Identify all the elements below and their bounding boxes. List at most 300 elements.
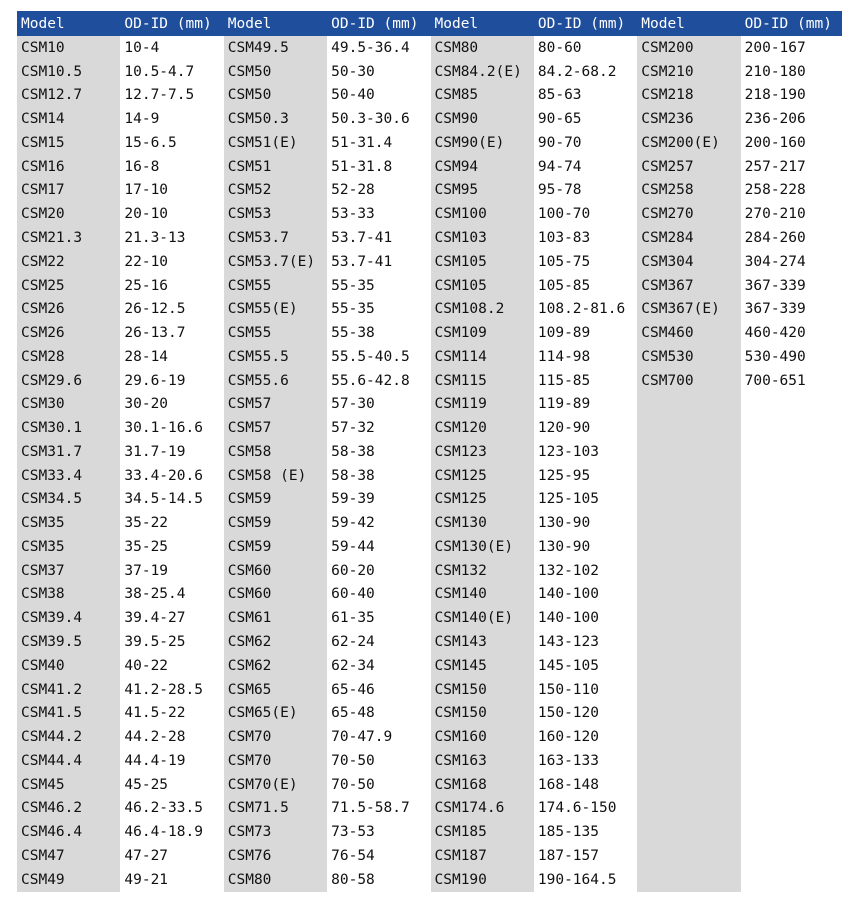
od-id-cell: 270-210 bbox=[741, 202, 842, 226]
model-cell: CSM105 bbox=[431, 274, 534, 298]
model-cell: CSM55.5 bbox=[224, 345, 327, 369]
model-cell bbox=[637, 868, 740, 892]
model-cell: CSM59 bbox=[224, 488, 327, 512]
od-id-cell: 55-35 bbox=[327, 274, 430, 298]
od-id-cell: 236-206 bbox=[741, 107, 842, 131]
od-id-cell: 26-13.7 bbox=[120, 321, 223, 345]
model-cell bbox=[637, 820, 740, 844]
header-model-4: Model bbox=[637, 11, 740, 36]
model-cell: CSM21.3 bbox=[17, 226, 120, 250]
model-cell: CSM125 bbox=[431, 488, 534, 512]
od-id-cell: 51-31.8 bbox=[327, 155, 430, 179]
od-id-cell: 530-490 bbox=[741, 345, 842, 369]
model-cell: CSM26 bbox=[17, 297, 120, 321]
table-row bbox=[17, 369, 842, 393]
model-cell bbox=[637, 606, 740, 630]
model-cell: CSM22 bbox=[17, 250, 120, 274]
od-id-cell: 10-4 bbox=[120, 36, 223, 60]
od-id-cell: 61-35 bbox=[327, 606, 430, 630]
model-cell bbox=[637, 749, 740, 773]
od-id-cell: 49-21 bbox=[120, 868, 223, 892]
model-cell: CSM44.2 bbox=[17, 725, 120, 749]
od-id-cell bbox=[741, 868, 842, 892]
od-id-cell: 49.5-36.4 bbox=[327, 36, 430, 60]
od-id-cell: 80-60 bbox=[534, 36, 637, 60]
model-cell bbox=[637, 701, 740, 725]
od-id-cell: 119-89 bbox=[534, 392, 637, 416]
od-id-cell bbox=[741, 678, 842, 702]
od-id-cell: 34.5-14.5 bbox=[120, 488, 223, 512]
od-id-cell: 53-33 bbox=[327, 202, 430, 226]
od-id-cell: 39.4-27 bbox=[120, 606, 223, 630]
od-id-cell: 41.2-28.5 bbox=[120, 678, 223, 702]
table-row bbox=[17, 250, 842, 274]
model-cell: CSM33.4 bbox=[17, 464, 120, 488]
od-id-cell bbox=[741, 820, 842, 844]
od-id-cell: 60-40 bbox=[327, 583, 430, 607]
od-id-cell: 143-123 bbox=[534, 630, 637, 654]
od-id-cell: 35-22 bbox=[120, 511, 223, 535]
model-cell: CSM25 bbox=[17, 274, 120, 298]
model-cell: CSM58 (E) bbox=[224, 464, 327, 488]
model-cell bbox=[637, 440, 740, 464]
od-id-cell: 105-75 bbox=[534, 250, 637, 274]
od-id-cell: 120-90 bbox=[534, 416, 637, 440]
model-cell bbox=[637, 464, 740, 488]
model-cell bbox=[637, 844, 740, 868]
od-id-cell bbox=[741, 440, 842, 464]
od-id-cell: 39.5-25 bbox=[120, 630, 223, 654]
od-id-cell: 51-31.4 bbox=[327, 131, 430, 155]
model-cell bbox=[637, 511, 740, 535]
model-cell: CSM85 bbox=[431, 84, 534, 108]
table-row bbox=[17, 678, 842, 702]
table-row bbox=[17, 36, 842, 60]
od-id-cell: 41.5-22 bbox=[120, 701, 223, 725]
model-cell: CSM12.7 bbox=[17, 84, 120, 108]
header-odid-2: OD-ID (mm) bbox=[327, 11, 430, 36]
od-id-cell: 29.6-19 bbox=[120, 369, 223, 393]
od-id-cell: 59-44 bbox=[327, 535, 430, 559]
model-cell: CSM50 bbox=[224, 60, 327, 84]
model-cell: CSM114 bbox=[431, 345, 534, 369]
od-id-cell: 59-39 bbox=[327, 488, 430, 512]
od-id-cell: 55-35 bbox=[327, 297, 430, 321]
od-id-cell: 367-339 bbox=[741, 274, 842, 298]
model-cell: CSM70 bbox=[224, 749, 327, 773]
od-id-cell: 26-12.5 bbox=[120, 297, 223, 321]
model-cell bbox=[637, 654, 740, 678]
table-row bbox=[17, 297, 842, 321]
model-cell: CSM108.2 bbox=[431, 297, 534, 321]
od-id-cell: 15-6.5 bbox=[120, 131, 223, 155]
table-row bbox=[17, 559, 842, 583]
model-cell: CSM10 bbox=[17, 36, 120, 60]
od-id-cell: 90-65 bbox=[534, 107, 637, 131]
table-row bbox=[17, 107, 842, 131]
model-cell: CSM29.6 bbox=[17, 369, 120, 393]
header-odid-3: OD-ID (mm) bbox=[534, 11, 637, 36]
model-cell: CSM210 bbox=[637, 60, 740, 84]
model-cell: CSM270 bbox=[637, 202, 740, 226]
model-cell: CSM57 bbox=[224, 392, 327, 416]
model-cell bbox=[637, 488, 740, 512]
table-row bbox=[17, 844, 842, 868]
od-id-cell: 70-50 bbox=[327, 773, 430, 797]
od-id-cell: 367-339 bbox=[741, 297, 842, 321]
od-id-cell bbox=[741, 416, 842, 440]
model-cell: CSM40 bbox=[17, 654, 120, 678]
table-row bbox=[17, 179, 842, 203]
od-id-cell: 100-70 bbox=[534, 202, 637, 226]
model-cell: CSM53.7(E) bbox=[224, 250, 327, 274]
model-cell: CSM174.6 bbox=[431, 797, 534, 821]
od-id-cell: 28-14 bbox=[120, 345, 223, 369]
model-cell: CSM80 bbox=[431, 36, 534, 60]
model-cell: CSM46.2 bbox=[17, 797, 120, 821]
model-cell: CSM70(E) bbox=[224, 773, 327, 797]
model-cell bbox=[637, 725, 740, 749]
model-cell: CSM30.1 bbox=[17, 416, 120, 440]
od-id-cell: 123-103 bbox=[534, 440, 637, 464]
model-cell: CSM41.2 bbox=[17, 678, 120, 702]
od-id-cell bbox=[741, 844, 842, 868]
od-id-cell bbox=[741, 464, 842, 488]
model-cell: CSM187 bbox=[431, 844, 534, 868]
od-id-cell: 95-78 bbox=[534, 179, 637, 203]
model-cell: CSM61 bbox=[224, 606, 327, 630]
model-cell: CSM460 bbox=[637, 321, 740, 345]
od-id-cell: 40-22 bbox=[120, 654, 223, 678]
table-row bbox=[17, 392, 842, 416]
od-id-cell: 145-105 bbox=[534, 654, 637, 678]
od-id-cell: 700-651 bbox=[741, 369, 842, 393]
model-cell: CSM60 bbox=[224, 559, 327, 583]
model-cell: CSM80 bbox=[224, 868, 327, 892]
od-id-cell: 94-74 bbox=[534, 155, 637, 179]
od-id-cell: 85-63 bbox=[534, 84, 637, 108]
od-id-cell bbox=[741, 606, 842, 630]
od-id-cell: 62-34 bbox=[327, 654, 430, 678]
od-id-cell bbox=[741, 654, 842, 678]
od-id-cell: 58-38 bbox=[327, 440, 430, 464]
od-id-cell: 10.5-4.7 bbox=[120, 60, 223, 84]
od-id-cell: 37-19 bbox=[120, 559, 223, 583]
od-id-cell: 150-120 bbox=[534, 701, 637, 725]
od-id-cell: 50.3-30.6 bbox=[327, 107, 430, 131]
od-id-cell: 187-157 bbox=[534, 844, 637, 868]
od-id-cell: 130-90 bbox=[534, 511, 637, 535]
model-cell: CSM50 bbox=[224, 84, 327, 108]
table-row bbox=[17, 488, 842, 512]
model-cell: CSM143 bbox=[431, 630, 534, 654]
od-id-cell: 190-164.5 bbox=[534, 868, 637, 892]
model-cell bbox=[637, 797, 740, 821]
model-cell: CSM65(E) bbox=[224, 701, 327, 725]
model-cell: CSM57 bbox=[224, 416, 327, 440]
model-cell: CSM236 bbox=[637, 107, 740, 131]
model-cell: CSM190 bbox=[431, 868, 534, 892]
table-row bbox=[17, 511, 842, 535]
model-cell: CSM71.5 bbox=[224, 797, 327, 821]
model-cell: CSM70 bbox=[224, 725, 327, 749]
od-id-cell: 25-16 bbox=[120, 274, 223, 298]
model-cell: CSM55.6 bbox=[224, 369, 327, 393]
model-cell: CSM17 bbox=[17, 179, 120, 203]
model-cell: CSM130(E) bbox=[431, 535, 534, 559]
model-cell: CSM62 bbox=[224, 654, 327, 678]
od-id-cell: 460-420 bbox=[741, 321, 842, 345]
od-id-cell: 80-58 bbox=[327, 868, 430, 892]
od-id-cell: 65-46 bbox=[327, 678, 430, 702]
model-cell: CSM15 bbox=[17, 131, 120, 155]
model-cell bbox=[637, 678, 740, 702]
model-cell: CSM304 bbox=[637, 250, 740, 274]
od-id-cell: 53.7-41 bbox=[327, 226, 430, 250]
od-id-cell: 12.7-7.5 bbox=[120, 84, 223, 108]
od-id-cell: 16-8 bbox=[120, 155, 223, 179]
od-id-cell: 70-47.9 bbox=[327, 725, 430, 749]
model-cell: CSM65 bbox=[224, 678, 327, 702]
od-id-cell: 150-110 bbox=[534, 678, 637, 702]
model-cell: CSM125 bbox=[431, 464, 534, 488]
od-id-cell: 125-105 bbox=[534, 488, 637, 512]
model-cell: CSM31.7 bbox=[17, 440, 120, 464]
od-id-cell: 57-30 bbox=[327, 392, 430, 416]
od-id-cell: 46.2-33.5 bbox=[120, 797, 223, 821]
model-cell: CSM51 bbox=[224, 155, 327, 179]
model-cell: CSM120 bbox=[431, 416, 534, 440]
table-row bbox=[17, 321, 842, 345]
od-id-cell: 258-228 bbox=[741, 179, 842, 203]
model-cell: CSM200(E) bbox=[637, 131, 740, 155]
od-id-cell: 174.6-150 bbox=[534, 797, 637, 821]
od-id-cell: 55.5-40.5 bbox=[327, 345, 430, 369]
model-cell: CSM38 bbox=[17, 583, 120, 607]
od-id-cell: 210-180 bbox=[741, 60, 842, 84]
table-row bbox=[17, 583, 842, 607]
od-id-cell: 130-90 bbox=[534, 535, 637, 559]
model-cell bbox=[637, 535, 740, 559]
table-row bbox=[17, 535, 842, 559]
model-cell: CSM109 bbox=[431, 321, 534, 345]
model-cell: CSM16 bbox=[17, 155, 120, 179]
header-model-3: Model bbox=[431, 11, 534, 36]
od-id-cell: 59-42 bbox=[327, 511, 430, 535]
model-cell: CSM100 bbox=[431, 202, 534, 226]
od-id-cell: 105-85 bbox=[534, 274, 637, 298]
od-id-cell: 57-32 bbox=[327, 416, 430, 440]
table-row bbox=[17, 440, 842, 464]
model-cell: CSM130 bbox=[431, 511, 534, 535]
od-id-cell: 44.2-28 bbox=[120, 725, 223, 749]
model-cell: CSM115 bbox=[431, 369, 534, 393]
od-id-cell: 52-28 bbox=[327, 179, 430, 203]
od-id-cell: 55.6-42.8 bbox=[327, 369, 430, 393]
model-cell: CSM62 bbox=[224, 630, 327, 654]
model-cell: CSM53 bbox=[224, 202, 327, 226]
model-cell: CSM59 bbox=[224, 535, 327, 559]
table-row bbox=[17, 202, 842, 226]
model-cell: CSM10.5 bbox=[17, 60, 120, 84]
od-id-cell: 50-30 bbox=[327, 60, 430, 84]
model-cell: CSM46.4 bbox=[17, 820, 120, 844]
model-cell: CSM26 bbox=[17, 321, 120, 345]
model-cell: CSM103 bbox=[431, 226, 534, 250]
od-id-cell: 304-274 bbox=[741, 250, 842, 274]
table-row bbox=[17, 226, 842, 250]
od-id-cell: 62-24 bbox=[327, 630, 430, 654]
model-cell: CSM53.7 bbox=[224, 226, 327, 250]
table-row bbox=[17, 155, 842, 179]
model-cell: CSM59 bbox=[224, 511, 327, 535]
model-cell: CSM185 bbox=[431, 820, 534, 844]
table-row bbox=[17, 820, 842, 844]
model-cell: CSM49.5 bbox=[224, 36, 327, 60]
od-id-cell: 284-260 bbox=[741, 226, 842, 250]
model-cell: CSM150 bbox=[431, 678, 534, 702]
table-row bbox=[17, 797, 842, 821]
model-cell: CSM58 bbox=[224, 440, 327, 464]
od-id-cell bbox=[741, 583, 842, 607]
od-id-cell: 185-135 bbox=[534, 820, 637, 844]
model-cell: CSM145 bbox=[431, 654, 534, 678]
model-cell bbox=[637, 773, 740, 797]
table-row bbox=[17, 464, 842, 488]
od-id-cell: 140-100 bbox=[534, 606, 637, 630]
model-cell: CSM119 bbox=[431, 392, 534, 416]
table-header-row bbox=[17, 11, 842, 36]
model-cell: CSM51(E) bbox=[224, 131, 327, 155]
model-cell: CSM55(E) bbox=[224, 297, 327, 321]
model-cell: CSM52 bbox=[224, 179, 327, 203]
od-id-cell: 76-54 bbox=[327, 844, 430, 868]
model-cell: CSM284 bbox=[637, 226, 740, 250]
od-id-cell: 21.3-13 bbox=[120, 226, 223, 250]
od-id-cell: 132-102 bbox=[534, 559, 637, 583]
od-id-cell bbox=[741, 488, 842, 512]
od-id-cell bbox=[741, 749, 842, 773]
od-id-cell bbox=[741, 797, 842, 821]
header-odid-1: OD-ID (mm) bbox=[120, 11, 223, 36]
model-cell bbox=[637, 630, 740, 654]
od-id-cell: 17-10 bbox=[120, 179, 223, 203]
od-id-cell: 65-48 bbox=[327, 701, 430, 725]
table-row bbox=[17, 749, 842, 773]
model-cell: CSM55 bbox=[224, 274, 327, 298]
od-id-cell: 163-133 bbox=[534, 749, 637, 773]
model-cell: CSM14 bbox=[17, 107, 120, 131]
table-row bbox=[17, 416, 842, 440]
od-id-cell: 14-9 bbox=[120, 107, 223, 131]
model-cell: CSM35 bbox=[17, 511, 120, 535]
model-cell: CSM530 bbox=[637, 345, 740, 369]
model-cell: CSM123 bbox=[431, 440, 534, 464]
od-id-cell: 58-38 bbox=[327, 464, 430, 488]
model-cell: CSM41.5 bbox=[17, 701, 120, 725]
model-cell: CSM200 bbox=[637, 36, 740, 60]
od-id-cell bbox=[741, 725, 842, 749]
model-cell bbox=[637, 416, 740, 440]
model-cell bbox=[637, 392, 740, 416]
model-cell: CSM258 bbox=[637, 179, 740, 203]
model-cell: CSM132 bbox=[431, 559, 534, 583]
model-cell: CSM60 bbox=[224, 583, 327, 607]
model-cell: CSM168 bbox=[431, 773, 534, 797]
header-model-1: Model bbox=[17, 11, 120, 36]
od-id-cell: 46.4-18.9 bbox=[120, 820, 223, 844]
table-row bbox=[17, 630, 842, 654]
od-id-cell: 71.5-58.7 bbox=[327, 797, 430, 821]
model-cell: CSM160 bbox=[431, 725, 534, 749]
table-row bbox=[17, 654, 842, 678]
model-cell: CSM163 bbox=[431, 749, 534, 773]
table-row bbox=[17, 274, 842, 298]
od-id-cell: 257-217 bbox=[741, 155, 842, 179]
od-id-cell: 53.7-41 bbox=[327, 250, 430, 274]
model-cell: CSM218 bbox=[637, 84, 740, 108]
od-id-cell: 47-27 bbox=[120, 844, 223, 868]
od-id-cell: 90-70 bbox=[534, 131, 637, 155]
od-id-cell: 109-89 bbox=[534, 321, 637, 345]
model-cell: CSM90 bbox=[431, 107, 534, 131]
od-id-cell: 108.2-81.6 bbox=[534, 297, 637, 321]
model-cell: CSM39.4 bbox=[17, 606, 120, 630]
model-cell: CSM700 bbox=[637, 369, 740, 393]
model-cell: CSM49 bbox=[17, 868, 120, 892]
od-id-cell bbox=[741, 701, 842, 725]
od-id-cell: 44.4-19 bbox=[120, 749, 223, 773]
model-cell: CSM90(E) bbox=[431, 131, 534, 155]
model-cell: CSM20 bbox=[17, 202, 120, 226]
od-id-cell: 103-83 bbox=[534, 226, 637, 250]
table-body bbox=[17, 36, 842, 892]
od-id-cell: 70-50 bbox=[327, 749, 430, 773]
table-row bbox=[17, 60, 842, 84]
od-id-cell: 140-100 bbox=[534, 583, 637, 607]
table-row bbox=[17, 701, 842, 725]
table-row bbox=[17, 773, 842, 797]
od-id-cell: 20-10 bbox=[120, 202, 223, 226]
model-size-table-container bbox=[17, 11, 842, 892]
od-id-cell: 30.1-16.6 bbox=[120, 416, 223, 440]
table-row bbox=[17, 868, 842, 892]
model-cell: CSM367 bbox=[637, 274, 740, 298]
model-cell bbox=[637, 583, 740, 607]
model-cell: CSM73 bbox=[224, 820, 327, 844]
table-row bbox=[17, 606, 842, 630]
od-id-cell: 33.4-20.6 bbox=[120, 464, 223, 488]
od-id-cell: 200-160 bbox=[741, 131, 842, 155]
od-id-cell: 218-190 bbox=[741, 84, 842, 108]
od-id-cell: 38-25.4 bbox=[120, 583, 223, 607]
od-id-cell: 160-120 bbox=[534, 725, 637, 749]
model-size-table bbox=[17, 11, 842, 892]
od-id-cell: 125-95 bbox=[534, 464, 637, 488]
od-id-cell: 200-167 bbox=[741, 36, 842, 60]
model-cell: CSM37 bbox=[17, 559, 120, 583]
model-cell bbox=[637, 559, 740, 583]
model-cell: CSM257 bbox=[637, 155, 740, 179]
od-id-cell: 115-85 bbox=[534, 369, 637, 393]
od-id-cell: 168-148 bbox=[534, 773, 637, 797]
model-cell: CSM367(E) bbox=[637, 297, 740, 321]
table-row bbox=[17, 84, 842, 108]
od-id-cell: 22-10 bbox=[120, 250, 223, 274]
model-cell: CSM45 bbox=[17, 773, 120, 797]
model-cell: CSM95 bbox=[431, 179, 534, 203]
od-id-cell: 55-38 bbox=[327, 321, 430, 345]
